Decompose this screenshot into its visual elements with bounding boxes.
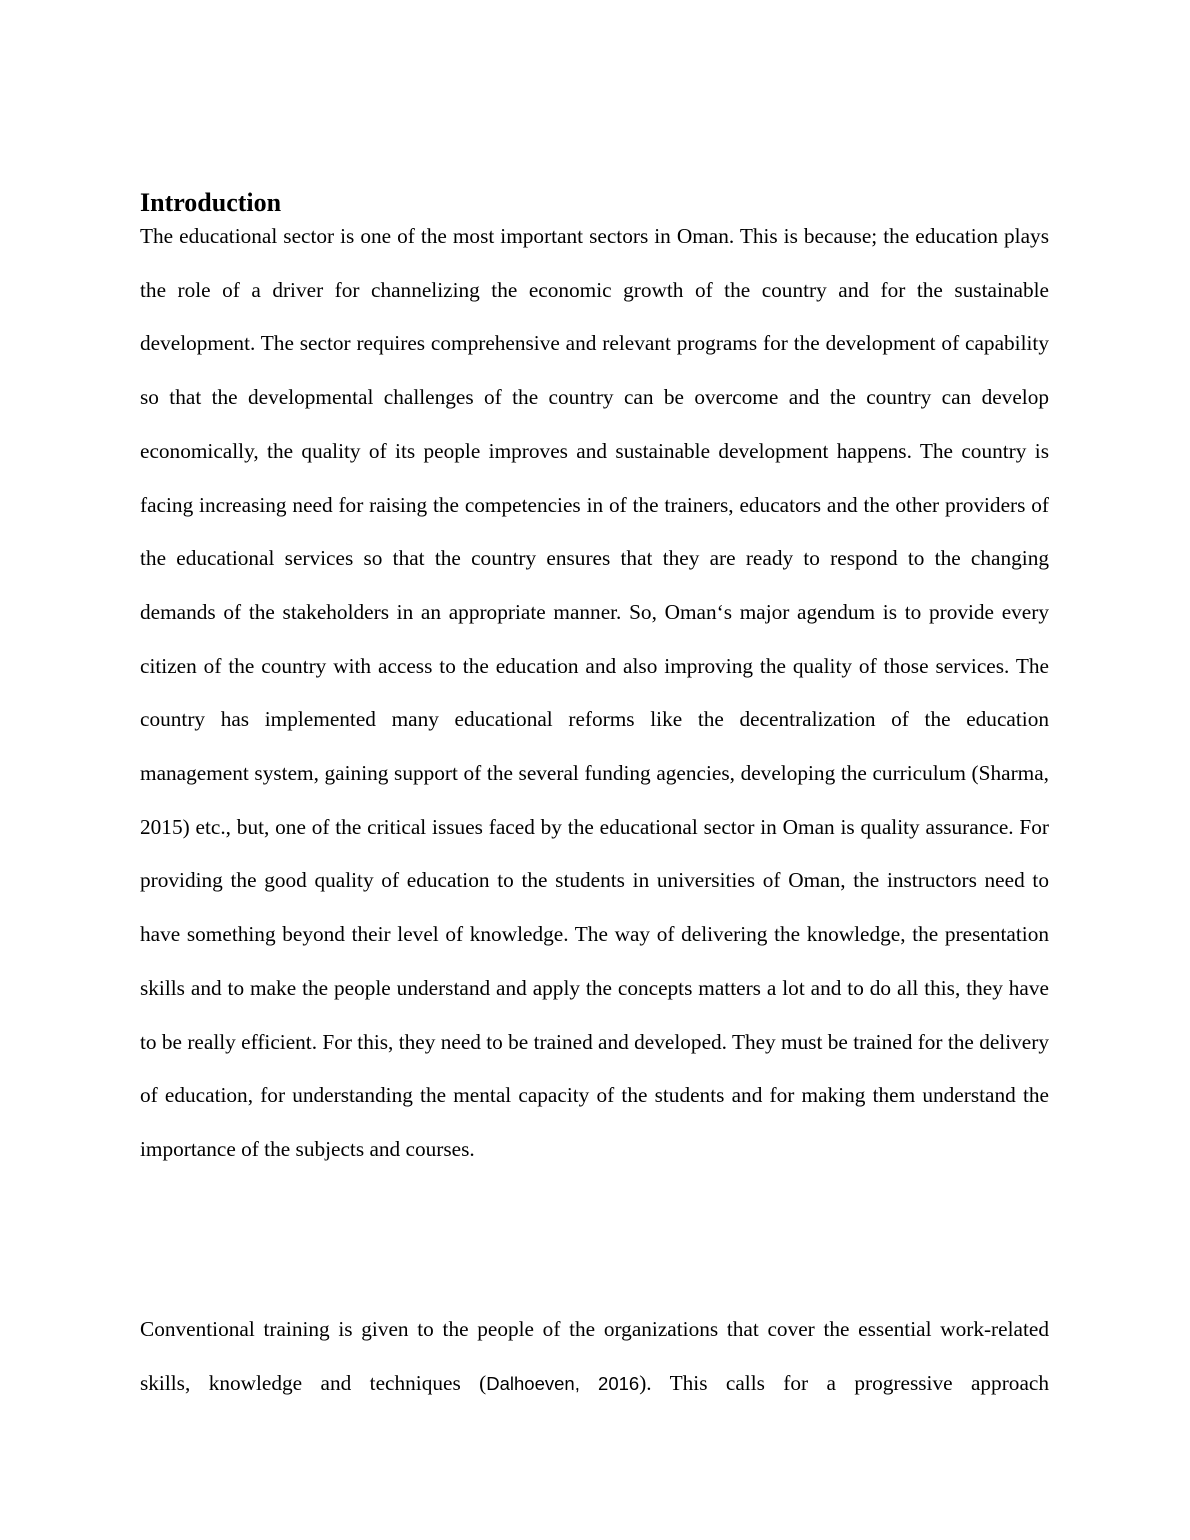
paragraph-training-text-start: Conventional training is given to the people of the organizations that cover the essential work-related skills, knowledge and techniques ( [140, 1317, 1049, 1395]
citation-dalhoeven: Dalhoeven, 2016 [486, 1372, 640, 1394]
paragraph-training [140, 1303, 1049, 1410]
paragraph-training-text-end: ). This calls for a progressive approach [639, 1370, 1049, 1395]
section-heading: Introduction [140, 188, 282, 217]
paragraph-intro: The educational sector is one of the most important sectors in Oman. This is because; the education plays the role of a driver for channelizing the economic growth of the country and for the sustainable development. The sector requires comprehensive and relevant programs for the development of capability so that the developmental challenges of the country can be overcome and the country can develop economically, the quality of its people improves and sustainable development happens. The country is facing increasing need for raising the competencies in of the trainers, educators and the other providers of the educational services so that the country ensures that they are ready to respond to the changing demands of the stakeholders in an appropriate manner. So, Oman‘s major agendum is to provide every citizen of the country with access to the education and also improving the quality of those services. The country has implemented many educational reforms like the decentralization of the education management system, gaining support of the several funding agencies, developing the curriculum (Sharma, 2015) etc., but, one of the critical issues faced by the educational sector in Oman is quality assurance. For providing the good quality of education to the students in universities of Oman, the instructors need to have something beyond their level of knowledge. The way of delivering the knowledge, the presentation skills and to make the people understand and apply the concepts matters a lot and to do all this, they have to be really efficient. For this, they need to be trained and developed. They must be trained for the delivery of education, for understanding the mental capacity of the students and for making them understand the importance of the subjects and courses. [140, 224, 1049, 1161]
